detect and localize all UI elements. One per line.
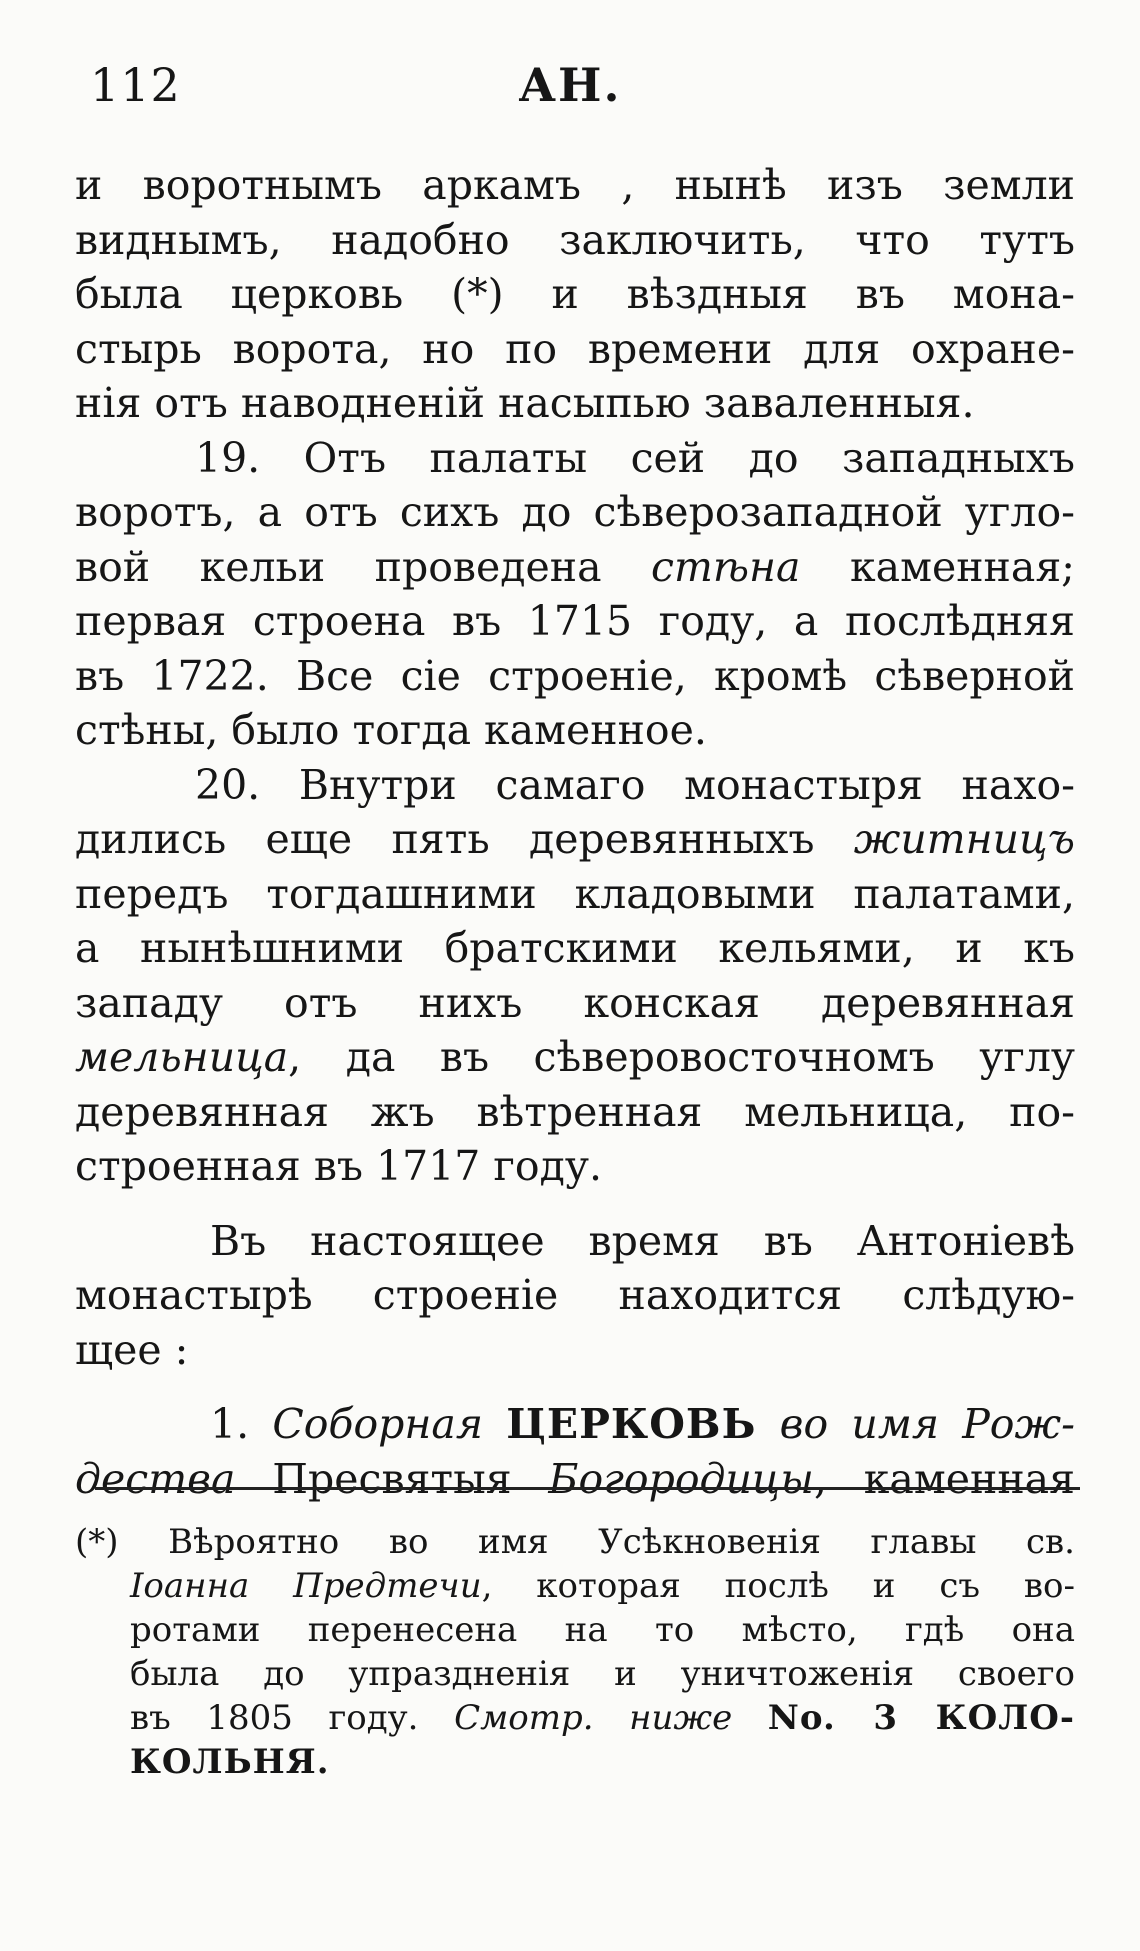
italic-term: Рож- bbox=[962, 1400, 1075, 1448]
text-line: щее : bbox=[75, 1325, 189, 1374]
footnote-line bbox=[75, 1740, 1075, 1784]
paragraph-20-line: 20. Внутри самаго монастыря нахо- bbox=[195, 760, 1075, 809]
page-number: 112 bbox=[90, 58, 181, 112]
heading-term: ЦЕРКОВЬ bbox=[506, 1400, 757, 1448]
text-line: передъ тогдашними кладовыми палатами, bbox=[75, 869, 1075, 918]
footnote-line bbox=[75, 1696, 1075, 1740]
running-title: АН. bbox=[518, 58, 622, 112]
text-line bbox=[75, 1030, 1075, 1085]
italic-term: Соборная bbox=[272, 1400, 483, 1448]
text-span: въ 1805 году. bbox=[130, 1698, 419, 1738]
italic-term: Іоанна Предтечи bbox=[130, 1566, 482, 1606]
text-line: западу отъ нихъ конская деревянная bbox=[75, 978, 1075, 1027]
text-span: каменная; bbox=[850, 542, 1075, 591]
text-line: была церковь (*) и вѣздныя въ мона- bbox=[75, 270, 1075, 318]
text-line: воротъ, а отъ сихъ до сѣверозападной угло- bbox=[75, 488, 1075, 536]
text-line: монастырѣ строеніе находится слѣдую- bbox=[75, 1271, 1075, 1319]
text-line: стырь ворота, но по времени для охране- bbox=[75, 324, 1075, 373]
text-line: первая строена въ 1715 году, а послѣдняя bbox=[75, 597, 1075, 645]
footnote-line bbox=[75, 1564, 1075, 1608]
text-span: , которая послѣ и съ во- bbox=[481, 1566, 1075, 1606]
text-line bbox=[75, 1397, 1075, 1452]
running-head bbox=[90, 58, 1050, 118]
text-line: строенная въ 1717 году. bbox=[75, 1142, 602, 1190]
text-span: Пресвятыя bbox=[272, 1454, 512, 1503]
text-span: вой кельи проведена bbox=[75, 542, 602, 591]
reference-term: No. 3 КОЛО- bbox=[767, 1698, 1075, 1738]
text-span: , да въ сѣверовосточномъ углу bbox=[288, 1033, 1075, 1081]
text-line: деревянная жъ вѣтренная мельница, по- bbox=[75, 1087, 1075, 1136]
footnote-line: ротами перенесена на то мѣсто, гдѣ она bbox=[130, 1610, 1075, 1650]
italic-term: стѣна bbox=[651, 542, 801, 591]
footnote-line: была до упраздненія и уничтоженія своего bbox=[130, 1654, 1075, 1694]
text-line bbox=[75, 540, 1075, 595]
main-text bbox=[75, 158, 1075, 1506]
text-line: нія отъ наводненій насыпью заваленныя. bbox=[75, 379, 975, 427]
text-line: и воротнымъ аркамъ , нынѣ изъ земли bbox=[75, 161, 1075, 209]
text-line: въ 1722. Все сіе строеніе, кромѣ сѣверной bbox=[75, 651, 1075, 700]
italic-term: житницъ bbox=[853, 815, 1075, 863]
text-line: стѣны, было тогда каменное. bbox=[75, 706, 707, 754]
footnote-divider bbox=[95, 1487, 1080, 1490]
italic-term: Смотр. ниже bbox=[454, 1698, 733, 1738]
reference-term: КОЛЬНЯ. bbox=[130, 1742, 330, 1782]
italic-term: дества bbox=[75, 1454, 236, 1503]
footnote-line: (*) Вѣроятно во имя Усѣкновенія главы св. bbox=[75, 1522, 1075, 1562]
text-line: Въ настоящее время въ Антоніевѣ bbox=[210, 1216, 1075, 1265]
text-line bbox=[75, 812, 1075, 867]
paragraph-gap bbox=[75, 1194, 1075, 1214]
italic-term: мельница bbox=[75, 1033, 289, 1081]
paragraph-19-line: 19. Отъ палаты сей до западныхъ bbox=[195, 433, 1075, 482]
footnote bbox=[75, 1520, 1075, 1784]
text-line: виднымъ, надобно заключить, что тутъ bbox=[75, 215, 1075, 264]
text-line: а нынѣшними братскими кельями, и къ bbox=[75, 924, 1075, 972]
italic-term: во имя bbox=[779, 1400, 939, 1448]
text-span: , каменная bbox=[813, 1454, 1075, 1503]
text-line bbox=[75, 1452, 1075, 1507]
paragraph-gap bbox=[75, 1377, 1075, 1397]
item-number: 1. bbox=[210, 1400, 250, 1448]
italic-term: Богородицы bbox=[548, 1454, 814, 1503]
text-span: дились еще пять деревянныхъ bbox=[75, 815, 815, 863]
